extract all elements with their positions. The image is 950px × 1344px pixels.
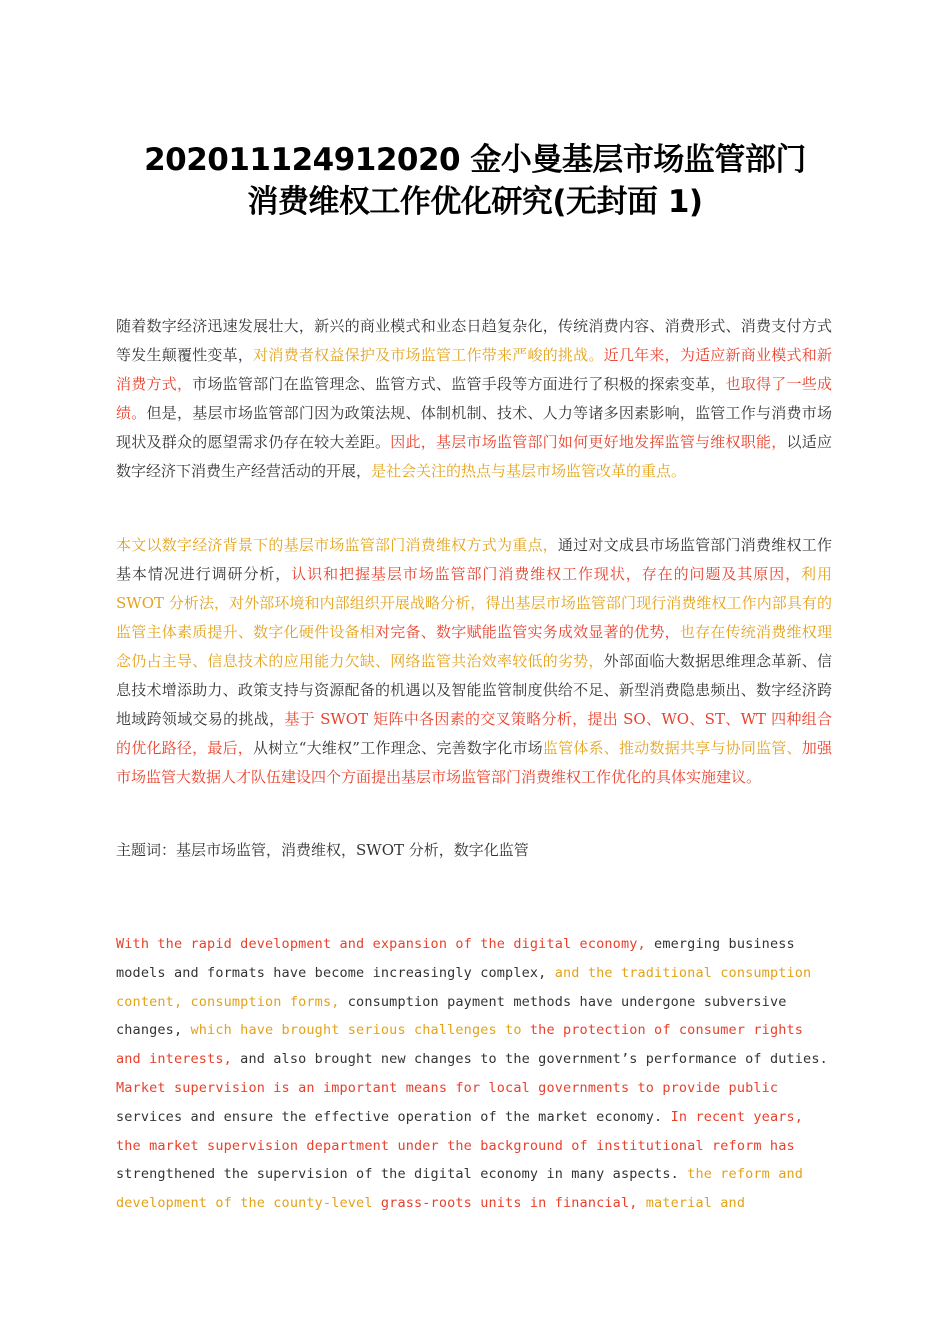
text-segment: grass-roots units in financial,	[380, 1195, 638, 1212]
text-segment: 本文以数字经济背景下的基层市场监管部门消费维权方式为重点，	[116, 536, 558, 554]
text-segment: Market supervision is an important means for local governments to provide public	[116, 1079, 779, 1096]
title-line-2: 消费维权工作优化研究(无封面 1)	[247, 183, 703, 220]
text-segment: the reform and development of the county-level	[116, 1166, 804, 1212]
title-line-1: 202011124912020 金小曼基层市场监管部门	[144, 141, 806, 178]
text-segment: 因此，基层市场监管部门如何更好地发挥监管与维权职能，	[390, 433, 787, 451]
text-segment: 从树立“大维权”工作理念、完善数字化市场	[253, 739, 543, 757]
text-segment: 认识和把握基层市场监管部门消费维权工作现状，存在的问题及其原因，	[291, 565, 802, 583]
text-segment: 近几年来，为适应新商业模式和新消费方式，	[116, 346, 832, 393]
text-segment: 外部面临大数据思维理念革新、信息技术增添助力、政策支持与资源配备的机遇以及智能监管制度供给不足、新型消费隐患频出、数字经济跨地域跨领域交易的挑战，	[116, 652, 832, 728]
text-segment: strengthened the supervision of the digital economy in many aspects.	[116, 1166, 688, 1183]
text-segment: and the traditional consumption content, consumption forms,	[116, 964, 812, 1010]
text-segment: 对完备、数字赋能监管实务成效显著的优势，	[375, 623, 680, 641]
text-segment: services and ensure the effective operation of the market economy.	[116, 1108, 671, 1125]
text-segment: 利用 SWOT 分析法，对外部环境和内部组织开展战略分析，得出基层市场监管部门现行消费维权工作内部具有的监管主体素质提升、数字化硬件设备相	[116, 565, 832, 641]
document-title	[100, 139, 850, 223]
text-segment: In recent years, the market supervision department under the background of institutional reform has	[116, 1108, 804, 1154]
text-segment: 加强市场监管大数据人才队伍建设四个方面提出基层市场监管部门消费维权工作优化的具体实施建议。	[116, 739, 832, 786]
text-segment: material and	[637, 1195, 746, 1212]
text-segment: 是社会关注的热点与基层市场监管改革的重点。	[371, 462, 687, 480]
text-segment: 通过对文成县市场监管部门消费维权工作基本情况进行调研分析，	[116, 536, 832, 583]
abstract-en-paragraph-1	[116, 930, 834, 1218]
text-segment: 对消费者权益保护及市场监管工作带来严峻的挑战。	[253, 346, 604, 364]
text-segment: consumption payment methods have undergone subversive changes,	[116, 993, 787, 1039]
text-segment: 随着数字经济迅速发展壮大，新兴的商业模式和业态日趋复杂化，传统消费内容、消费形式、消费支付方式等发生颠覆性变革，	[116, 317, 832, 364]
text-segment: With the rapid development and expansion of the digital economy,	[116, 936, 646, 952]
text-segment: and also brought new changes to the government’s performance of duties.	[231, 1051, 828, 1068]
text-segment: 也取得了一些成绩。	[116, 375, 832, 422]
keywords-line: 主题词：基层市场监管，消费维权，SWOT 分析，数字化监管	[116, 841, 529, 859]
text-segment: 市场监管部门在监管理念、监管方式、监管手段等方面进行了积极的探索变革，	[192, 375, 726, 393]
text-segment: 监管体系、推动数据共享与协同监管、	[542, 739, 802, 757]
abstract-cn-paragraph-1	[116, 312, 832, 486]
text-segment: which have brought serious challenges to	[190, 1022, 530, 1039]
text-segment: 也存在传统消费维权理念仍占主导、信息技术的应用能力欠缺、网络监管共治效率较低的劣势，	[116, 623, 832, 670]
text-segment: the protection of consumer rights and interests,	[116, 1022, 804, 1068]
abstract-cn-paragraph-2	[116, 531, 832, 792]
text-segment: emerging business models and formats have become increasingly complex,	[116, 936, 795, 981]
text-segment: 但是，基层市场监管部门因为政策法规、体制机制、技术、人力等诸多因素影响，监管工作与消费市场现状及群众的愿望需求仍存在较大差距。	[116, 404, 832, 451]
text-segment: 基于 SWOT 矩阵中各因素的交叉策略分析，提出 SO、WO、ST、WT 四种组合的优化路径，最后，	[116, 710, 832, 757]
text-segment: 以适应数字经济下消费生产经营活动的开展，	[116, 433, 832, 480]
